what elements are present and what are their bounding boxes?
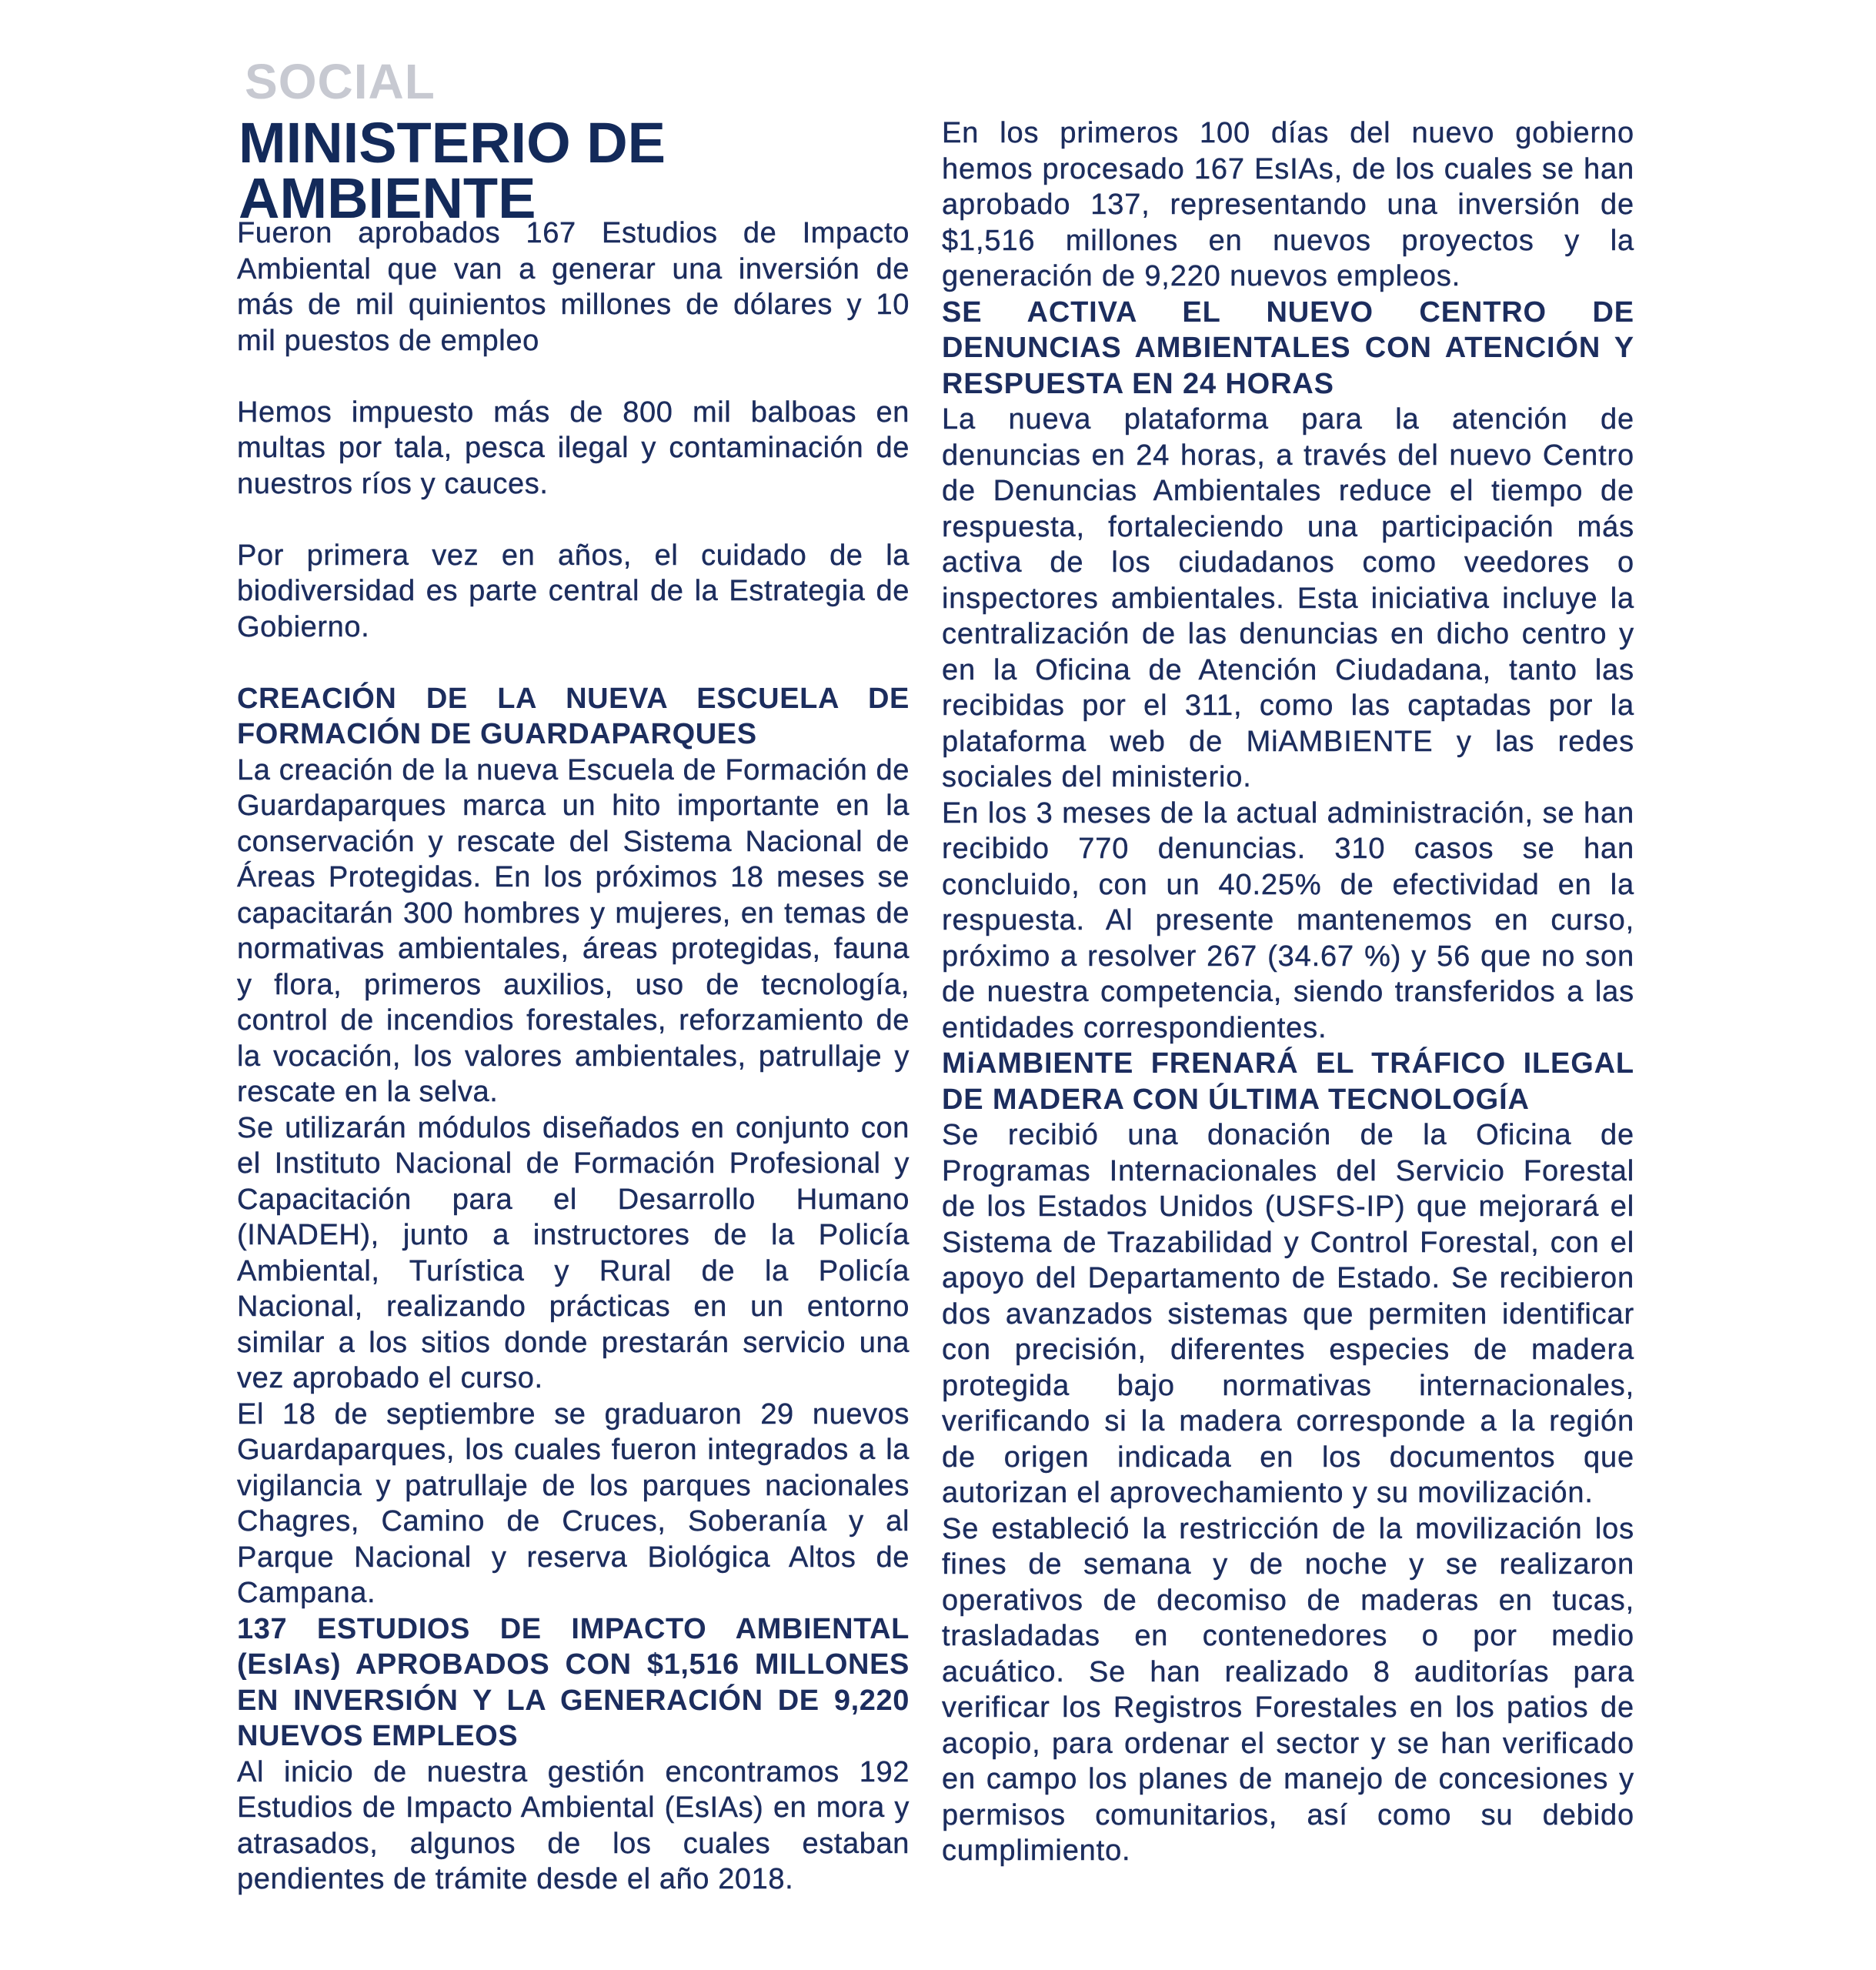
heading-escuela-guardaparques: CREACIÓN DE LA NUEVA ESCUELA DE FORMACIÓN DE GUARDAPARQUES [237,682,910,750]
denuncias-paragraph-2: En los 3 meses de la actual administración, se han recibido 770 denuncias. 310 casos se han concluido, con un 40.25% de efectividad en la respuesta. Al presente mantenemos en curso, próximo a resolver 267 (34.67 %) y 56 que no son de nuestra competencia, siendo transferidos a las entidades correspondientes. [942,796,1634,1044]
title-line-2: AMBIENTE [239,166,536,230]
esias-paragraph-1: Al inicio de nuestra gestión encontramos 192 Estudios de Impacto Ambiental (EsIAs) en mora y atrasados, algunos de los cuales estaban pendientes de trámite desde el año 2018. [237,1755,910,1895]
paragraph-spacer [237,359,910,395]
section-label: SOCIAL [245,54,436,109]
title-line-1: MINISTERIO DE [239,111,666,175]
intro-paragraph-2: Hemos impuesto más de 800 mil balboas en multas por tala, pesca ilegal y contaminación de nuestros ríos y cauces. [237,396,910,500]
escuela-paragraph-2: Se utilizarán módulos diseñados en conjunto con el Instituto Nacional de Formación Profesional y Capacitación para el Desarrollo Humano (INADEH), junto a instructores de la Policía Ambiental, Turística y Rural de la Policía Nacional, realizando prácticas en un entorno similar a los sitios donde prestarán servicio una vez aprobado el curso. [237,1111,910,1394]
page-title [239,111,916,230]
madera-paragraph-1: Se recibió una donación de la Oficina de Programas Internacionales del Servicio Forestal de los Estados Unidos (USFS-IP) que mejorará el Sistema de Trazabilidad y Control Forestal, con el apoyo del Departamento de Estado. Se recibieron dos avanzados sistemas que permiten identificar con precisión, diferentes especies de madera protegida bajo normativas internacionales, verificando si la madera corresponde a la región de origen indicada en los documentos que autorizan el aprovechamiento y su movilización. [942,1119,1634,1509]
intro-paragraph-1: Fueron aprobados 167 Estudios de Impacto Ambiental que van a generar una inversión de más de mil quinientos millones de dólares y 10 mil puestos de empleo [237,217,910,357]
madera-paragraph-2: Se estableció la restricción de la movilización los fines de semana y de noche y se realizaron operativos de decomiso de maderas en tucas, trasladadas en contenedores o por medio acuático. Se han realizado 8 auditorías para verificar los Registros Forestales en los patios de acopio, para ordenar el sector y se han verificado en campo los planes de manejo de concesiones y permisos comunitarios, así como su debido cumplimiento. [942,1512,1634,1867]
denuncias-paragraph-1: La nueva plataforma para la atención de denuncias en 24 horas, a través del nuevo Centro de Denuncias Ambientales reduce el tiempo de respuesta, fortaleciendo una participación más activa de los ciudadanos como veedores o inspectores ambientales. Esta iniciativa incluye la centralización de las denuncias en dicho centro y en la Oficina de Atención Ciudadana, tanto las recibidas por el 311, como las captadas por la plataforma web de MiAMBIENTE y las redes sociales del ministerio. [942,403,1634,793]
right-column [942,115,1634,1869]
paragraph-spacer [237,502,910,538]
esias-paragraph-2: En los primeros 100 días del nuevo gobierno hemos procesado 167 EsIAs, de los cuales se han aprobado 137, representando una inversión de $1,516 millones en nuevos proyectos y la generación de 9,220 nuevos empleos. [942,117,1634,292]
heading-trafico-madera: MiAMBIENTE FRENARÁ EL TRÁFICO ILEGAL DE MADERA CON ÚLTIMA TECNOLOGÍA [942,1047,1634,1116]
left-column [237,215,910,1898]
heading-estudios-impacto-ambiental: 137 ESTUDIOS DE IMPACTO AMBIENTAL (EsIAs) APROBADOS CON $1,516 MILLONES EN INVERSIÓN Y LA GENERACIÓN DE 9,220 NUEVOS EMPLEOS [237,1612,910,1752]
intro-paragraph-3: Por primera vez en años, el cuidado de la biodiversidad es parte central de la Estrategia de Gobierno. [237,539,910,643]
escuela-paragraph-3: El 18 de septiembre se graduaron 29 nuevos Guardaparques, los cuales fueron integrados a la vigilancia y patrullaje de los parques nacionales Chagres, Camino de Cruces, Soberanía y al Parque Nacional y reserva Biológica Altos de Campana. [237,1397,910,1609]
escuela-paragraph-1: La creación de la nueva Escuela de Formación de Guardaparques marca un hito importante en la conservación y rescate del Sistema Nacional de Áreas Protegidas. En los próximos 18 meses se capacitarán 300 hombres y mujeres, en temas de normativas ambientales, áreas protegidas, fauna y flora, primeros auxilios, uso de tecnología, control de incendios forestales, reforzamiento de la vocación, los valores ambientales, patrullaje y rescate en la selva. [237,753,910,1108]
paragraph-spacer [237,645,910,681]
heading-centro-denuncias: SE ACTIVA EL NUEVO CENTRO DE DENUNCIAS AMBIENTALES CON ATENCIÓN Y RESPUESTA EN 24 HORAS [942,296,1634,400]
